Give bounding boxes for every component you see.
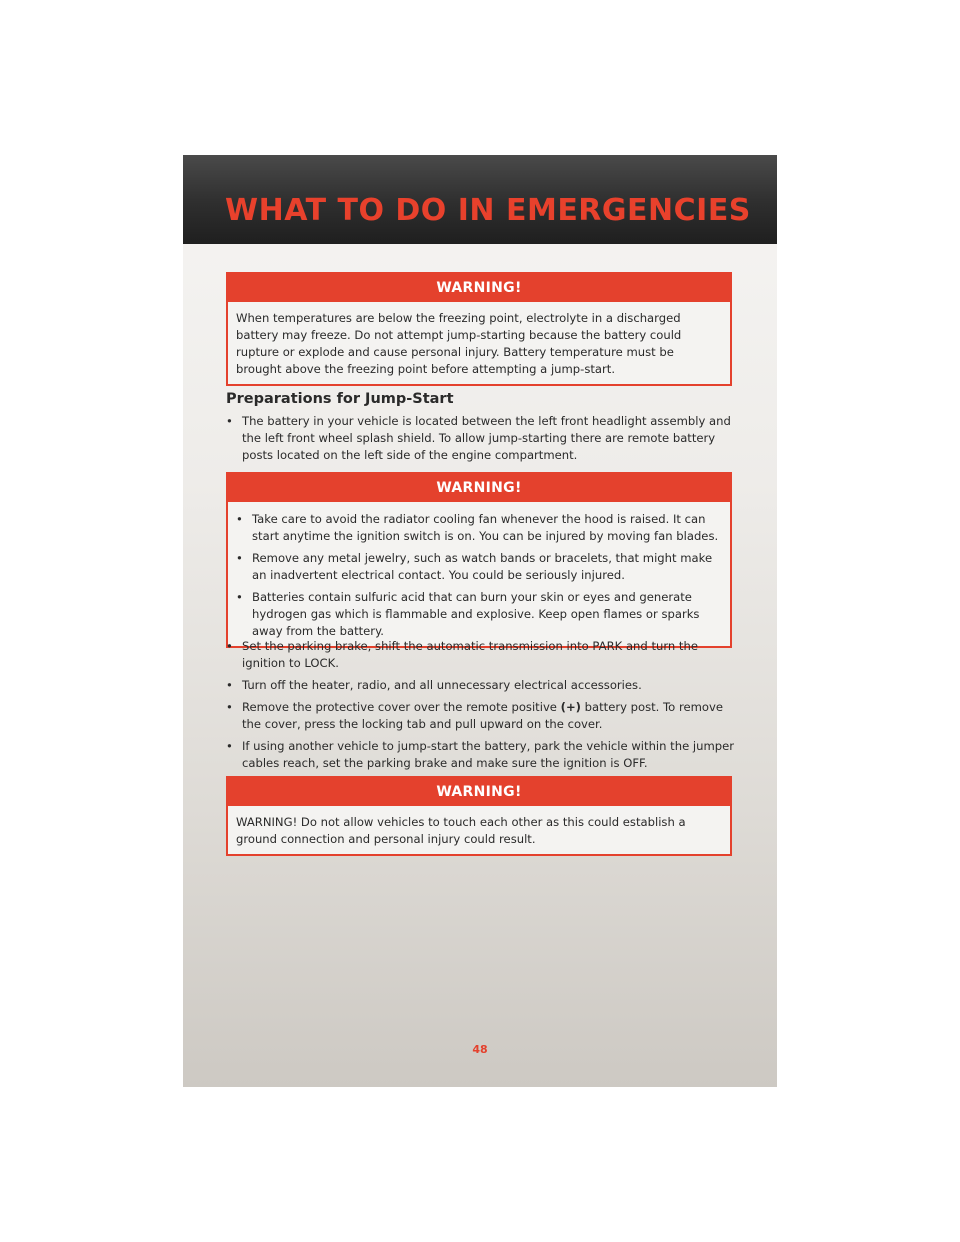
warning-text: When temperatures are below the freezing point, electrolyte in a discharged battery may freeze. Do not attempt jump-starting because the battery could rupture or explode and cause personal injury. Battery temperature must be brought above the freezing point before attempting a jump-start. bbox=[236, 311, 682, 376]
list-item bbox=[236, 550, 722, 584]
bullet-icon: • bbox=[226, 678, 233, 692]
bullet-icon: • bbox=[236, 551, 243, 565]
bullet-icon: • bbox=[236, 590, 243, 604]
list-item bbox=[226, 738, 738, 772]
list-item bbox=[226, 638, 738, 672]
list-item-text: The battery in your vehicle is located between the left front headlight assembly and the left front wheel splash shield. To allow jump-starting there are remote battery posts located on the left side of the engine compartment. bbox=[242, 414, 731, 462]
list-item-text: Take care to avoid the radiator cooling fan whenever the hood is raised. It can start anytime the ignition switch is on. You can be injured by moving fan blades. bbox=[252, 512, 719, 543]
manual-page bbox=[183, 155, 777, 1087]
list-item-text: Remove the protective cover over the remote positive bbox=[242, 700, 561, 714]
warning-box-vehicles bbox=[226, 776, 732, 856]
bullet-icon: • bbox=[226, 700, 233, 714]
list-item-text: battery post. To remove the cover, press the locking tab and pull upward on the cover. bbox=[242, 700, 723, 731]
list-item bbox=[226, 677, 738, 694]
steps-list bbox=[226, 638, 738, 777]
list-item bbox=[226, 699, 738, 733]
list-item-text: Batteries contain sulfuric acid that can burn your skin or eyes and generate hydrogen gas which is flammable and explosive. Keep open flames or sparks away from the battery. bbox=[252, 590, 700, 638]
bullet-icon: • bbox=[236, 512, 243, 526]
section-title: Preparations for Jump-Start bbox=[226, 391, 454, 407]
bullet-icon: • bbox=[226, 414, 233, 428]
intro-list bbox=[226, 413, 738, 469]
list-item bbox=[236, 589, 722, 640]
warning-heading: WARNING! bbox=[228, 274, 730, 302]
page-title: WHAT TO DO IN EMERGENCIES bbox=[225, 193, 751, 228]
list-item-text: Remove any metal jewelry, such as watch bands or bracelets, that might make an inadvertent electrical contact. You could be seriously injured. bbox=[252, 551, 713, 582]
positive-post-symbol: (+) bbox=[560, 700, 581, 714]
bullet-icon: • bbox=[226, 739, 233, 753]
warning-text: WARNING! Do not allow vehicles to touch each other as this could establish a ground connection and personal injury could result. bbox=[236, 815, 686, 846]
list-item bbox=[236, 511, 722, 545]
list-item-text: If using another vehicle to jump-start the battery, park the vehicle within the jumper cables reach, set the parking brake and make sure the ignition is OFF. bbox=[242, 739, 735, 770]
warning-body bbox=[228, 302, 730, 384]
warning-heading: WARNING! bbox=[228, 474, 730, 502]
bullet-icon: • bbox=[226, 639, 233, 653]
page-number: 48 bbox=[472, 1043, 488, 1056]
list-item-text: Turn off the heater, radio, and all unnecessary electrical accessories. bbox=[242, 678, 642, 692]
list-item bbox=[226, 413, 738, 464]
warning-body bbox=[228, 806, 730, 854]
warning-body bbox=[228, 502, 730, 646]
section-header-bar bbox=[183, 155, 777, 244]
warning-heading: WARNING! bbox=[228, 778, 730, 806]
warning-box-safety bbox=[226, 472, 732, 648]
warning-box-freezing bbox=[226, 272, 732, 386]
list-item-text: Set the parking brake, shift the automatic transmission into PARK and turn the ignition to LOCK. bbox=[242, 639, 698, 670]
